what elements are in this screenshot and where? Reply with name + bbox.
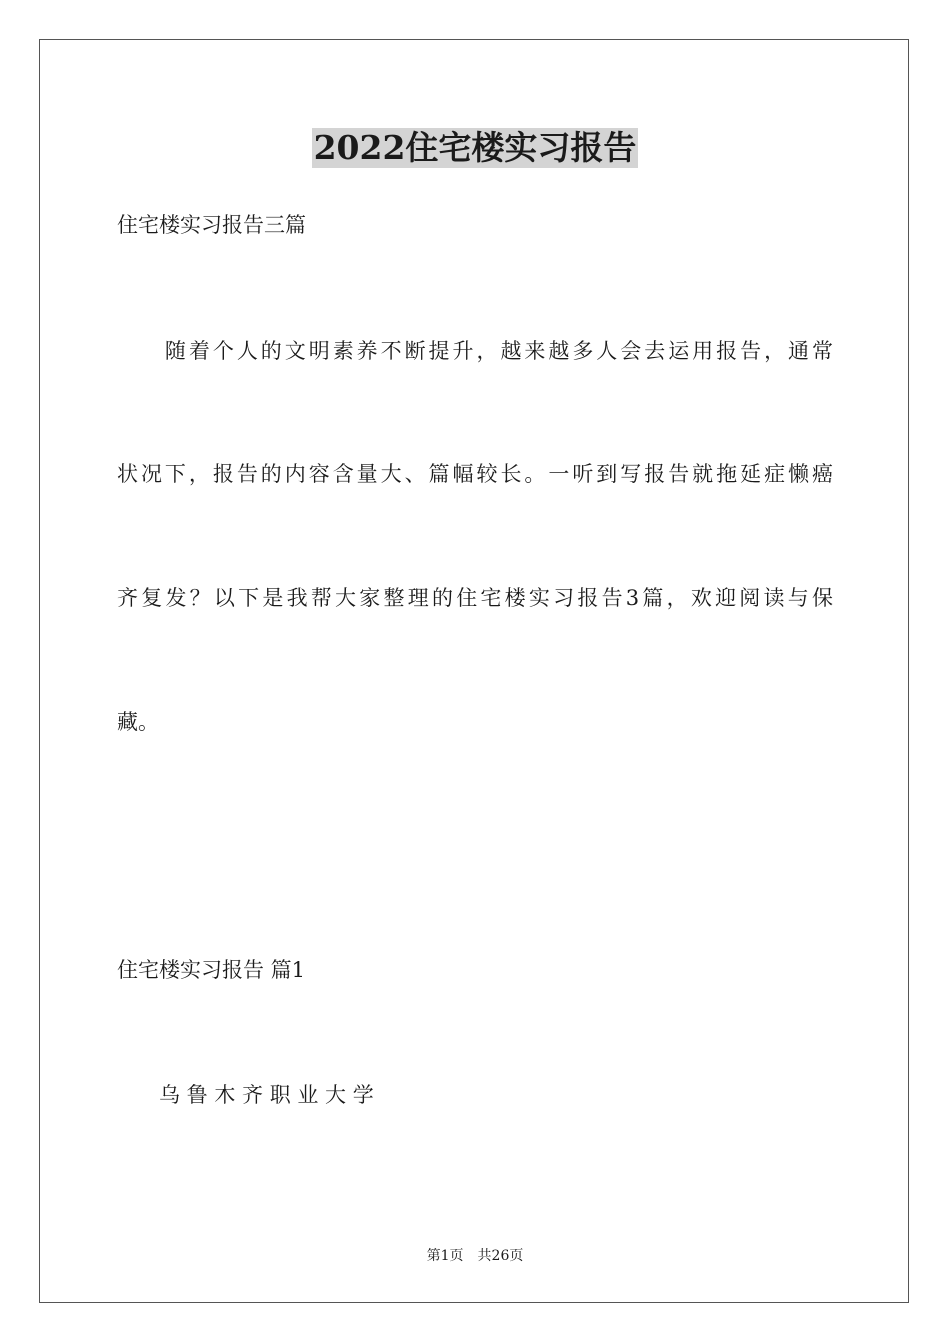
intro-line-4: 藏。	[117, 710, 159, 734]
section-heading: 住宅楼实习报告 篇1	[117, 958, 306, 982]
page-footer: 第1页 共26页	[426, 1248, 524, 1264]
document-subtitle: 住宅楼实习报告三篇	[117, 213, 306, 237]
intro-line-2: 状况下，报告的内容含量大、篇幅较长。一听到写报告就拖延症懒癌	[117, 462, 833, 486]
intro-line-1: 随着个人的文明素养不断提升，越来越多人会去运用报告，通常	[117, 339, 833, 363]
document-title: 2022住宅楼实习报告	[313, 128, 637, 167]
intro-line-3: 齐复发？以下是我帮大家整理的住宅楼实习报告3篇，欢迎阅读与保	[117, 586, 833, 610]
title-container	[0, 128, 950, 168]
school-name-line: 乌 鲁 木 齐 职 业 大 学	[117, 1083, 374, 1107]
